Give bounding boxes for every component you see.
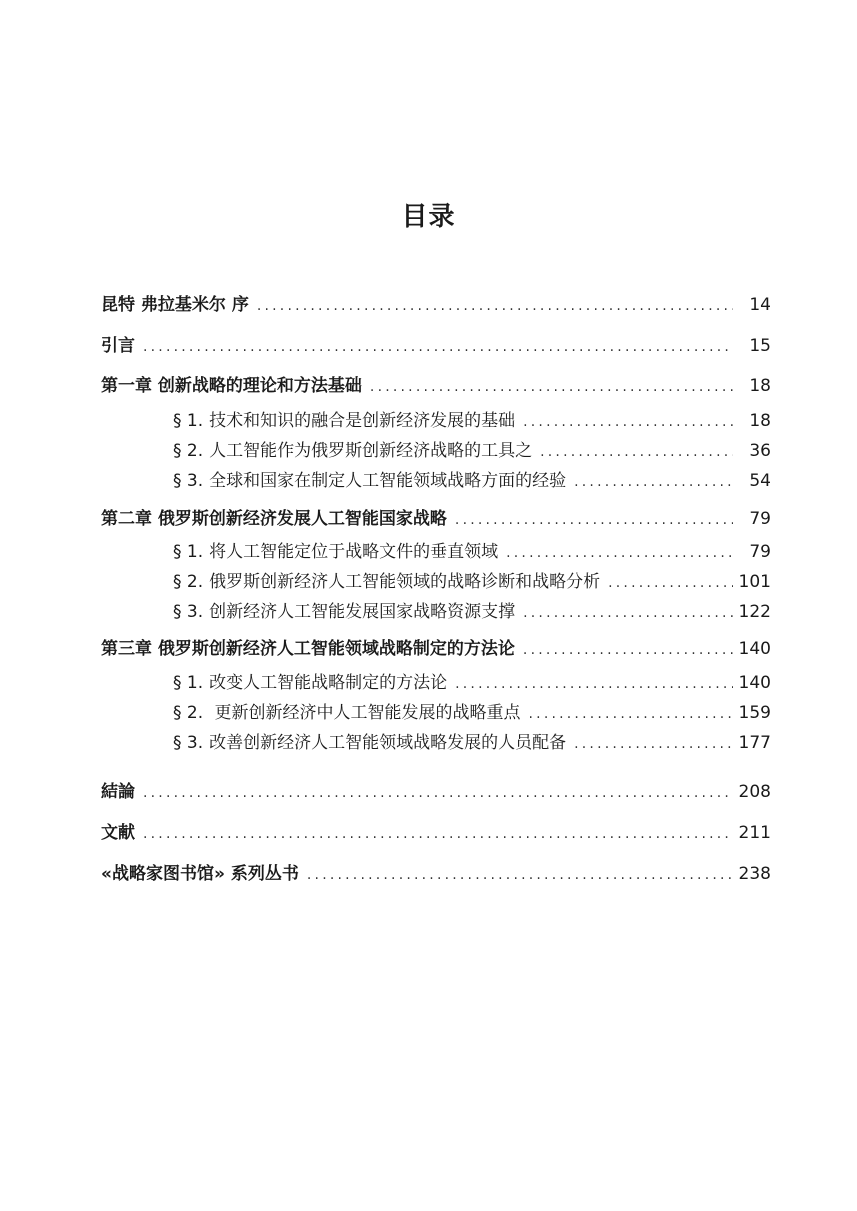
toc-page-number: 177 xyxy=(738,733,771,753)
toc-entry-text: 結論 xyxy=(101,782,135,802)
toc-page-number: 101 xyxy=(738,572,771,592)
toc-entry-label xyxy=(173,600,515,624)
page-title: 目录 xyxy=(401,202,456,232)
toc-entry-label xyxy=(101,374,362,398)
toc-entry-label xyxy=(173,701,521,725)
toc-page-number: 140 xyxy=(738,639,771,659)
toc-section-entry[interactable] xyxy=(173,570,771,594)
toc-page-number: 238 xyxy=(738,864,771,884)
toc-entry-label xyxy=(173,731,566,755)
toc-entry-label xyxy=(173,409,515,433)
toc-chapter-entry[interactable] xyxy=(101,507,771,531)
toc-page-number: 18 xyxy=(749,411,771,431)
toc-section-entry[interactable] xyxy=(173,540,771,564)
toc-dot-leader xyxy=(257,294,733,318)
toc-entry-label xyxy=(101,780,135,804)
toc-page-number: 18 xyxy=(749,376,771,396)
toc-dot-leader xyxy=(455,508,733,532)
toc-entry-text: 人工智能作为俄罗斯创新经济战略的工具之 xyxy=(209,441,533,461)
toc-page-number: 122 xyxy=(738,602,771,622)
toc-page-number: 211 xyxy=(738,823,771,843)
toc-entry-text: 第一章 创新战略的理论和方法基础 xyxy=(101,376,362,396)
toc-section-number: § 2. xyxy=(173,441,204,461)
toc-entry-text: 文献 xyxy=(101,823,135,843)
toc-chapter-entry[interactable] xyxy=(101,637,771,661)
toc-dot-leader xyxy=(370,375,733,399)
toc-dot-leader xyxy=(574,732,732,756)
toc-page-number: 15 xyxy=(749,336,771,356)
toc-section-number: § 3. xyxy=(173,471,204,491)
toc-entry-text: 昆特 弗拉基米尔 序 xyxy=(101,295,249,315)
toc-page-number: 159 xyxy=(738,703,771,723)
toc-entry-text: 俄罗斯创新经济人工智能领域的战略诊断和战略分析 xyxy=(209,572,601,592)
toc-section-entry[interactable] xyxy=(173,701,771,725)
toc-section-entry[interactable] xyxy=(173,671,771,695)
toc-section-number: § 1. xyxy=(173,411,204,431)
toc-page-number: 208 xyxy=(738,782,771,802)
toc-dot-leader xyxy=(143,822,733,846)
toc-entry-text: 技术和知识的融合是创新经济发展的基础 xyxy=(209,411,516,431)
toc-entry-text: 全球和国家在制定人工智能领域战略方面的经验 xyxy=(209,471,567,491)
toc-chapter-entry[interactable] xyxy=(101,821,771,845)
toc-entry-text: 将人工智能定位于战略文件的垂直领域 xyxy=(209,542,499,562)
toc-dot-leader xyxy=(307,863,733,887)
toc-entry-label xyxy=(101,293,249,317)
toc-section-entry[interactable] xyxy=(173,409,771,433)
toc-dot-leader xyxy=(455,672,732,696)
toc-entry-label xyxy=(173,671,447,695)
toc-page-number: 14 xyxy=(749,295,771,315)
toc-section-number: § 2. xyxy=(173,703,204,723)
toc-dot-leader xyxy=(506,541,733,565)
toc-entry-label xyxy=(101,334,135,358)
toc-page-number: 54 xyxy=(749,471,771,491)
toc-entry-label xyxy=(173,469,566,493)
toc-dot-leader xyxy=(529,702,733,726)
toc-section-number: § 2. xyxy=(173,572,204,592)
toc-chapter-entry[interactable] xyxy=(101,862,771,886)
toc-chapter-entry[interactable] xyxy=(101,780,771,804)
toc-section-number: § 3. xyxy=(173,733,204,753)
toc-entry-text: 第三章 俄罗斯创新经济人工智能领域战略制定的方法论 xyxy=(101,639,515,659)
toc-entry-text: 改善创新经济人工智能领域战略发展的人员配备 xyxy=(209,733,567,753)
toc-entry-text: 创新经济人工智能发展国家战略资源支撑 xyxy=(209,602,516,622)
toc-dot-leader xyxy=(523,601,732,625)
toc-entry-text: «战略家图书馆» 系列丛书 xyxy=(101,864,299,884)
toc-page-number: 79 xyxy=(749,542,771,562)
toc-dot-leader xyxy=(608,571,732,595)
toc-section-number: § 1. xyxy=(173,673,204,693)
toc-chapter-entry[interactable] xyxy=(101,334,771,358)
toc-entry-label xyxy=(173,570,600,594)
toc-entry-label xyxy=(101,637,515,661)
toc-dot-leader xyxy=(523,638,733,662)
toc-entry-text: 第二章 俄罗斯创新经济发展人工智能国家战略 xyxy=(101,509,447,529)
toc-dot-leader xyxy=(143,781,733,805)
toc-chapter-entry[interactable] xyxy=(101,374,771,398)
toc-dot-leader xyxy=(143,335,733,359)
toc-entry-text: 引言 xyxy=(101,336,135,356)
toc-section-number: § 1. xyxy=(173,542,204,562)
toc-section-entry[interactable] xyxy=(173,731,771,755)
toc-entry-label xyxy=(101,821,135,845)
toc-section-number: § 3. xyxy=(173,602,204,622)
toc-page-number: 140 xyxy=(738,673,771,693)
toc-dot-leader xyxy=(574,470,733,494)
toc-entry-label xyxy=(173,439,532,463)
toc-section-entry[interactable] xyxy=(173,439,771,463)
toc-page-number: 36 xyxy=(749,441,771,461)
toc-entry-label xyxy=(101,507,447,531)
toc-dot-leader xyxy=(523,410,733,434)
toc-page-number: 79 xyxy=(749,509,771,529)
toc-chapter-entry[interactable] xyxy=(101,293,771,317)
toc-section-entry[interactable] xyxy=(173,469,771,493)
toc-entry-label xyxy=(173,540,498,564)
toc-section-entry[interactable] xyxy=(173,600,771,624)
toc-entry-label xyxy=(101,862,299,886)
toc-dot-leader xyxy=(540,440,733,464)
toc-entry-text: 改变人工智能战略制定的方法论 xyxy=(209,673,448,693)
toc-entry-text: 更新创新经济中人工智能发展的战略重点 xyxy=(209,703,521,723)
